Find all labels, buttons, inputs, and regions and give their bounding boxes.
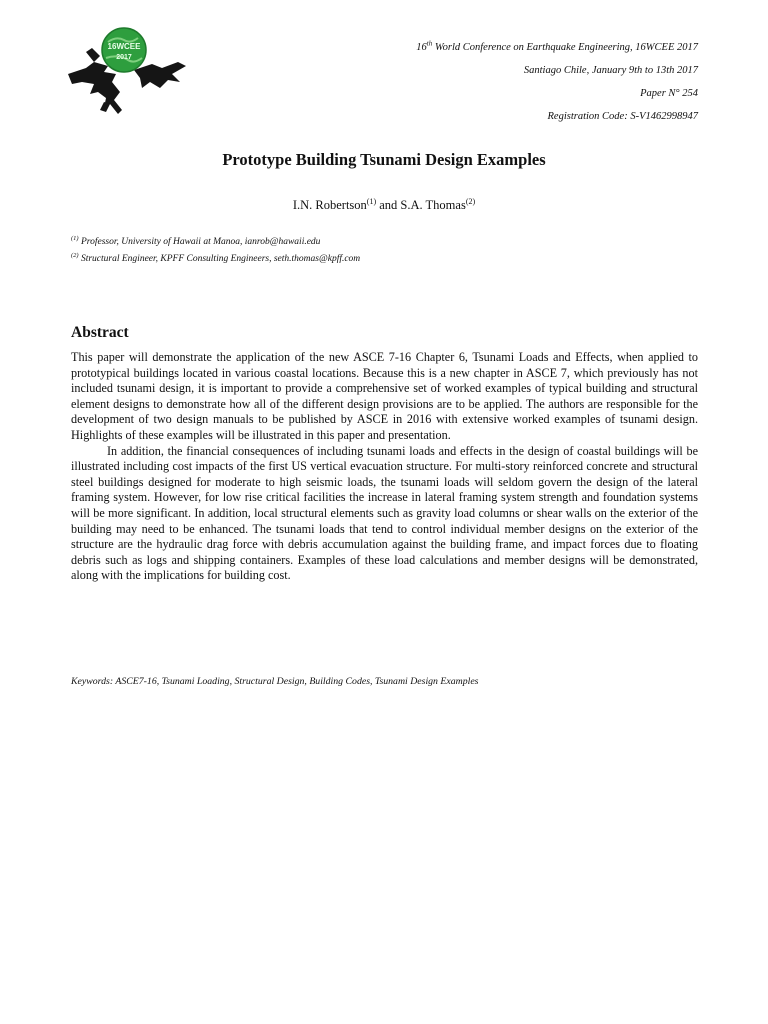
affiliation-2: $^{(2)}$ Structural Engineer, KPFF Consulting Engineers, seth.thomas@kpff.com <box>71 252 361 265</box>
abstract-heading: Abstract <box>71 324 129 341</box>
cracked-globe-icon <box>64 22 188 114</box>
conference-name: 16th World Conference on Earthquake Engineering, 16WCEE 2017 <box>416 39 698 53</box>
logo-text-line1: 16WCEE <box>107 42 141 51</box>
author-line: I.N. Robertson$^{(1)}$ and S.A. Thomas$^{(2)}$ <box>292 197 476 213</box>
author-1-mark: (1) <box>366 197 377 206</box>
abstract-body <box>71 350 698 584</box>
conference-logo <box>64 22 188 114</box>
affiliations <box>71 232 360 266</box>
logo-text-line2: 2017 <box>116 54 132 61</box>
author-2-mark: (2) <box>465 197 476 206</box>
author-1: I.N. Robertson <box>292 198 367 213</box>
paper-number: Paper N° 254 <box>640 88 698 99</box>
abstract-paragraph-1: This paper will demonstrate the application of the new ASCE 7-16 Chapter 6, Tsunami Loads and Effects, when applied to prototypical buildings located in various coastal locations. Because this is a new chapter in ASCE 7, which previously has not included tsunami design, it is important to provide a comprehensive set of worked examples of typical building and structural element designs to demonstrate how all of the different design provisions are to be applied. The authors are responsible for the development of two design manuals to be published by ASCE in 2016 with extensive worked examples of tsunami design. Highlights of these examples will be illustrated in this paper and presentation. <box>71 350 698 442</box>
author-2: S.A. Thomas <box>400 198 466 213</box>
registration-code: Registration Code: S-V1462998947 <box>547 111 698 122</box>
keywords: Keywords: ASCE7-16, Tsunami Loading, Structural Design, Building Codes, Tsunami Design Examples <box>71 676 479 687</box>
paper-title: Prototype Building Tsunami Design Examples <box>222 150 546 169</box>
abstract-paragraph-2: In addition, the financial consequences of including tsunami loads and effects in the design of coastal buildings will be illustrated including cost impacts of the first US vertical evacuation structure. For multi-story reinforced concrete and structural steel buildings designed for moderate to high seismic loads, the tsunami loads will seldom govern the design of the lateral framing system. However, for low rise critical facilities the increase in lateral framing system strength and foundation systems will be more significant. In addition, local structural elements such as gravity load columns or shear walls on the exterior of the building may need to be enhanced. The tsunami loads that tend to control individual member designs on the exterior of the structure are the hydraulic drag force with debris accumulation against the building frame, and impact forces due to floating debris such as logs and shipping containers. Examples of these load calculations and member designs will be demonstrated, along with the implications for building cost. <box>71 443 698 583</box>
conference-location: Santiago Chile, January 9th to 13th 2017 <box>523 65 698 76</box>
conference-header <box>416 36 698 128</box>
affiliation-1: $^{(1)}$ Professor, University of Hawaii at Manoa, ianrob@hawaii.edu <box>71 235 321 248</box>
